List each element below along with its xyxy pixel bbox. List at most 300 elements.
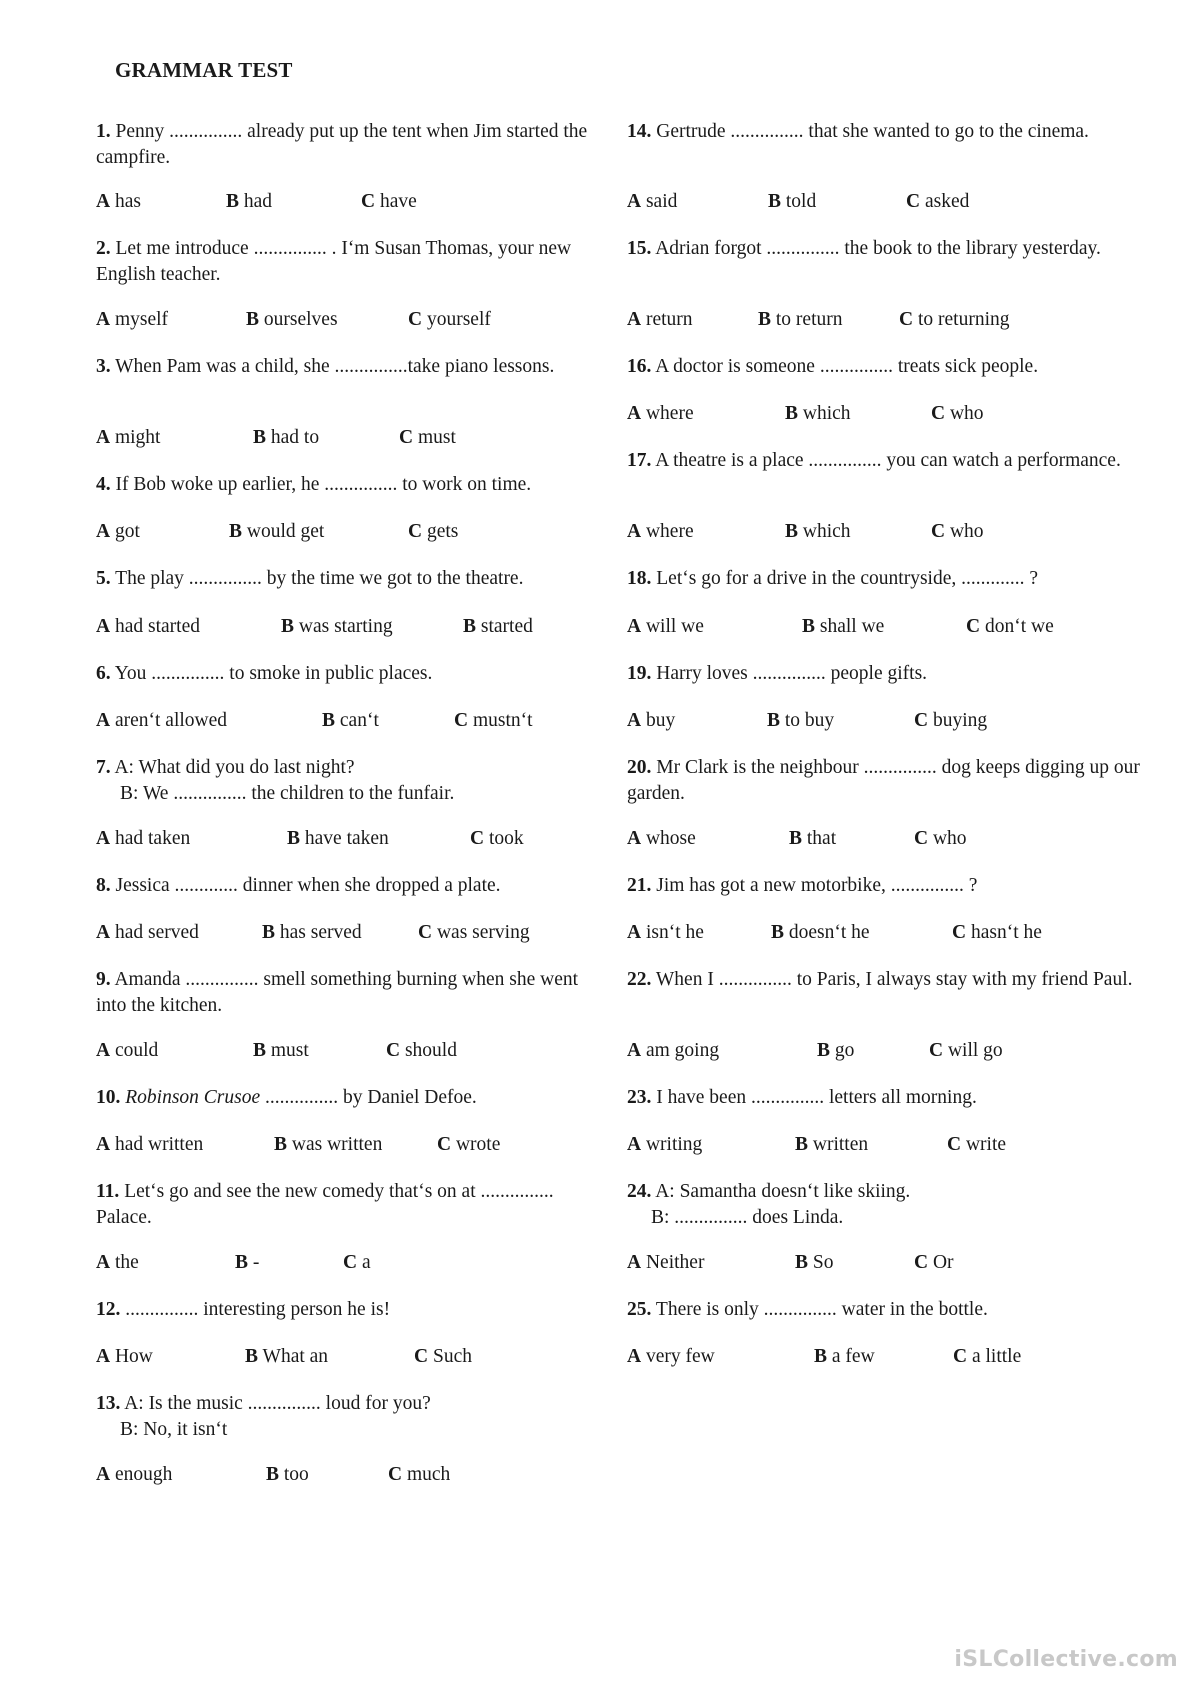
question-title-italic: Robinson Crusoe [125, 1087, 261, 1108]
option-letter: C [914, 828, 929, 849]
answer-option[interactable] [906, 189, 969, 215]
answer-options [627, 307, 1167, 333]
question-number: 14. [627, 121, 652, 142]
question-6 [96, 661, 606, 687]
option-text: where [645, 521, 694, 542]
option-text: to buy [784, 710, 835, 731]
answer-option[interactable] [96, 1038, 158, 1064]
option-letter: C [414, 1346, 429, 1367]
option-text: which [802, 521, 851, 542]
option-letter: A [96, 828, 111, 849]
answer-option[interactable] [96, 1462, 172, 1488]
option-text: isn‘t he [645, 922, 704, 943]
answer-option[interactable] [470, 826, 524, 852]
option-letter: B [789, 828, 803, 849]
option-text: a little [971, 1346, 1022, 1367]
answer-option[interactable] [627, 708, 675, 734]
option-letter: C [408, 521, 423, 542]
option-letter: B [229, 521, 243, 542]
option-text: was serving [436, 922, 530, 943]
question-text: Let me introduce ............... . I‘m Susan Thomas, your new English teacher. [96, 238, 572, 285]
watermark: iSLCollective.com [954, 1647, 1178, 1672]
option-text: mustn‘t [472, 710, 533, 731]
answer-option[interactable] [388, 1462, 450, 1488]
question-text: ............... by Daniel Defoe. [260, 1087, 477, 1108]
option-text: has served [279, 922, 362, 943]
option-letter: A [96, 1464, 111, 1485]
option-letter: A [627, 828, 642, 849]
question-text: If Bob woke up earlier, he ............... to work on time. [115, 474, 532, 495]
question-number: 20. [627, 757, 652, 778]
question-number: 13. [96, 1393, 121, 1414]
option-letter: A [96, 1252, 111, 1273]
option-letter: A [96, 922, 111, 943]
question-number: 15. [627, 238, 652, 259]
answer-option[interactable] [795, 1132, 868, 1158]
question-text: ............... interesting person he is! [125, 1299, 391, 1320]
option-text: a [361, 1252, 371, 1273]
question-11 [96, 1179, 606, 1231]
question-number: 23. [627, 1087, 652, 1108]
answer-option[interactable] [245, 1344, 328, 1370]
question-16 [627, 354, 1167, 380]
answer-option[interactable] [785, 401, 851, 427]
option-letter: C [931, 403, 946, 424]
answer-options [627, 614, 1167, 640]
answer-option[interactable] [96, 1132, 203, 1158]
question-dialogue-line: B: No, it isn‘t [120, 1419, 228, 1440]
answer-options [96, 307, 606, 333]
question-number: 8. [96, 875, 111, 896]
option-text: Or [932, 1252, 954, 1273]
option-letter: B [245, 1346, 259, 1367]
option-letter: B [266, 1464, 280, 1485]
answer-option[interactable] [322, 708, 379, 734]
option-letter: C [931, 521, 946, 542]
answer-options [627, 1132, 1167, 1158]
answer-option[interactable] [96, 1250, 139, 1276]
question-8 [96, 873, 606, 899]
option-text: might [114, 427, 161, 448]
answer-option[interactable] [771, 920, 870, 946]
answer-option[interactable] [814, 1344, 875, 1370]
option-text: a few [831, 1346, 875, 1367]
option-text: go [834, 1040, 855, 1061]
answer-option[interactable] [408, 307, 491, 333]
answer-option[interactable] [627, 1038, 719, 1064]
answer-option[interactable] [767, 708, 834, 734]
question-text: Harry loves ............... people gifts. [656, 663, 928, 684]
question-number: 1. [96, 121, 111, 142]
option-text: started [480, 616, 533, 637]
answer-option[interactable] [399, 425, 456, 451]
option-letter: B [274, 1134, 288, 1155]
option-text: shall we [819, 616, 885, 637]
answer-option[interactable] [96, 614, 200, 640]
option-text: aren‘t allowed [114, 710, 228, 731]
question-number: 3. [96, 356, 111, 377]
question-9 [96, 967, 606, 1019]
answer-option[interactable] [253, 1038, 309, 1064]
option-text: Such [432, 1346, 472, 1367]
question-text: Let‘s go and see the new comedy that‘s on at ............... Palace. [96, 1181, 554, 1228]
option-text: gets [426, 521, 459, 542]
answer-options [627, 401, 1167, 427]
answer-option[interactable] [953, 1344, 1021, 1370]
question-text: Gertrude ............... that she wanted to go to the cinema. [656, 121, 1089, 142]
option-text: return [645, 309, 693, 330]
option-text: too [283, 1464, 309, 1485]
option-text: had [243, 191, 273, 212]
question-20 [627, 755, 1167, 807]
option-letter: B [322, 710, 336, 731]
option-letter: B [253, 1040, 267, 1061]
question-number: 16. [627, 356, 652, 377]
option-letter: C [408, 309, 423, 330]
answer-option[interactable] [627, 614, 704, 640]
option-text: must [417, 427, 456, 448]
option-letter: C [418, 922, 433, 943]
answer-options [96, 1132, 606, 1158]
answer-option[interactable] [235, 1250, 259, 1276]
option-text: told [785, 191, 817, 212]
question-text: A theatre is a place ............... you can watch a performance. [655, 450, 1121, 471]
question-text: Amanda ............... smell something burning when she went into the kitchen. [96, 969, 579, 1016]
answer-option[interactable] [96, 920, 199, 946]
option-letter: C [952, 922, 967, 943]
question-number: 18. [627, 568, 652, 589]
option-text: write [965, 1134, 1007, 1155]
answer-option[interactable] [899, 307, 1010, 333]
question-dialogue-line: B: ............... does Linda. [651, 1207, 844, 1228]
answer-option[interactable] [454, 708, 533, 734]
answer-option[interactable] [437, 1132, 500, 1158]
option-text: to returning [917, 309, 1010, 330]
answer-option[interactable] [226, 189, 272, 215]
option-letter: A [96, 616, 111, 637]
question-number: 10. [96, 1087, 121, 1108]
option-letter: A [96, 1040, 111, 1061]
option-text: asked [924, 191, 970, 212]
option-letter: C [343, 1252, 358, 1273]
question-number: 21. [627, 875, 652, 896]
option-letter: B [287, 828, 301, 849]
option-letter: B [814, 1346, 828, 1367]
option-letter: A [627, 922, 642, 943]
option-text: - [252, 1252, 260, 1273]
answer-option[interactable] [253, 425, 319, 451]
option-text: where [645, 403, 694, 424]
option-text: What an [262, 1346, 329, 1367]
answer-option[interactable] [914, 826, 967, 852]
option-text: would get [246, 521, 325, 542]
option-letter: B [235, 1252, 249, 1273]
option-text: can‘t [339, 710, 379, 731]
question-number: 19. [627, 663, 652, 684]
option-text: had served [114, 922, 199, 943]
option-text: whose [645, 828, 696, 849]
option-letter: A [627, 1346, 642, 1367]
option-letter: B [758, 309, 772, 330]
answer-option[interactable] [287, 826, 389, 852]
question-3 [96, 354, 606, 380]
answer-options [627, 708, 1167, 734]
option-letter: A [627, 1252, 642, 1273]
question-text: When I ............... to Paris, I always stay with my friend Paul. [655, 969, 1133, 990]
question-2 [96, 236, 606, 288]
option-letter: C [906, 191, 921, 212]
option-letter: B [246, 309, 260, 330]
option-letter: A [627, 403, 642, 424]
answer-option[interactable] [627, 826, 696, 852]
answer-option[interactable] [96, 189, 141, 215]
question-text: The play ............... by the time we got to the theatre. [115, 568, 524, 589]
answer-option[interactable] [758, 307, 843, 333]
option-text: am going [645, 1040, 720, 1061]
option-text: who [949, 521, 984, 542]
option-text: So [812, 1252, 834, 1273]
option-text: have [379, 191, 417, 212]
option-text: was starting [298, 616, 393, 637]
answer-option[interactable] [627, 189, 677, 215]
question-22 [627, 967, 1167, 993]
option-letter: C [454, 710, 469, 731]
question-text: Mr Clark is the neighbour ............... dog keeps digging up our garden. [627, 757, 1140, 804]
option-text: wrote [455, 1134, 501, 1155]
answer-option[interactable] [229, 519, 324, 545]
answer-option[interactable] [627, 920, 704, 946]
question-text: I have been ............... letters all morning. [656, 1087, 977, 1108]
option-letter: C [437, 1134, 452, 1155]
question-text: When Pam was a child, she ...............take piano lessons. [115, 356, 555, 377]
answer-option[interactable] [96, 826, 190, 852]
answer-option[interactable] [789, 826, 836, 852]
question-10 [96, 1085, 606, 1111]
question-number: 11. [96, 1181, 120, 1202]
question-15 [627, 236, 1167, 262]
option-letter: C [914, 1252, 929, 1273]
question-14 [627, 119, 1167, 145]
answer-options [96, 708, 606, 734]
answer-option[interactable] [627, 401, 694, 427]
option-text: hasn‘t he [970, 922, 1042, 943]
option-text: buy [645, 710, 676, 731]
option-letter: B [262, 922, 276, 943]
option-text: which [802, 403, 851, 424]
answer-option[interactable] [463, 614, 533, 640]
answer-option[interactable] [96, 425, 160, 451]
answer-option[interactable] [627, 307, 693, 333]
option-text: had started [114, 616, 200, 637]
answer-option[interactable] [929, 1038, 1003, 1064]
option-letter: B [226, 191, 240, 212]
option-letter: C [361, 191, 376, 212]
option-letter: A [96, 1346, 111, 1367]
answer-options [96, 826, 606, 852]
answer-option[interactable] [266, 1462, 309, 1488]
question-text: Adrian forgot ............... the book to the library yesterday. [655, 238, 1101, 259]
question-number: 2. [96, 238, 111, 259]
option-letter: A [627, 191, 642, 212]
option-text: much [406, 1464, 451, 1485]
answer-option[interactable] [802, 614, 884, 640]
answer-option[interactable] [914, 708, 987, 734]
answer-option[interactable] [96, 1344, 153, 1370]
option-letter: A [627, 309, 642, 330]
question-dialogue-line: B: We ............... the children to the funfair. [120, 783, 455, 804]
answer-option[interactable] [627, 1132, 702, 1158]
answer-options [627, 826, 1167, 852]
option-text: enough [114, 1464, 173, 1485]
answer-option[interactable] [966, 614, 1054, 640]
answer-option[interactable] [914, 1250, 954, 1276]
option-letter: B [795, 1252, 809, 1273]
option-letter: B [785, 403, 799, 424]
option-text: to return [775, 309, 843, 330]
option-text: should [404, 1040, 457, 1061]
option-letter: A [627, 710, 642, 731]
option-text: yourself [426, 309, 491, 330]
option-letter: A [627, 616, 642, 637]
option-text: had written [114, 1134, 204, 1155]
answer-option[interactable] [246, 307, 338, 333]
option-text: will we [645, 616, 704, 637]
question-text: You ............... to smoke in public places. [114, 663, 433, 684]
question-17 [627, 448, 1167, 474]
option-letter: A [96, 191, 111, 212]
question-text: A: Is the music ............... loud for you? [124, 1393, 431, 1414]
answer-option[interactable] [418, 920, 530, 946]
option-letter: B [771, 922, 785, 943]
answer-option[interactable] [931, 401, 984, 427]
option-text: writing [645, 1134, 703, 1155]
option-letter: A [96, 309, 111, 330]
question-number: 9. [96, 969, 111, 990]
option-text: has [114, 191, 141, 212]
question-number: 17. [627, 450, 652, 471]
question-text: Jessica ............. dinner when she dropped a plate. [115, 875, 501, 896]
answer-options [96, 1344, 606, 1370]
question-text: A: Samantha doesn‘t like skiing. [655, 1181, 911, 1202]
option-letter: C [899, 309, 914, 330]
option-text: said [645, 191, 678, 212]
option-letter: A [96, 1134, 111, 1155]
answer-option[interactable] [795, 1250, 834, 1276]
answer-options [627, 1250, 1167, 1276]
answer-option[interactable] [96, 519, 140, 545]
answer-option[interactable] [262, 920, 362, 946]
answer-option[interactable] [96, 708, 227, 734]
answer-option[interactable] [414, 1344, 472, 1370]
question-23 [627, 1085, 1167, 1111]
option-letter: B [795, 1134, 809, 1155]
option-text: got [114, 521, 140, 542]
answer-options [627, 519, 1167, 545]
answer-option[interactable] [785, 519, 851, 545]
option-text: who [949, 403, 984, 424]
option-text: ourselves [263, 309, 338, 330]
question-21 [627, 873, 1167, 899]
answer-options [627, 1038, 1167, 1064]
answer-option[interactable] [96, 307, 168, 333]
question-1 [96, 119, 606, 171]
option-text: the [114, 1252, 139, 1273]
question-number: 12. [96, 1299, 121, 1320]
option-letter: B [802, 616, 816, 637]
answer-options [96, 425, 606, 451]
option-text: must [270, 1040, 309, 1061]
question-12 [96, 1297, 606, 1323]
answer-option[interactable] [386, 1038, 457, 1064]
answer-option[interactable] [627, 1344, 715, 1370]
option-letter: B [817, 1040, 831, 1061]
option-text: that [806, 828, 837, 849]
answer-options [96, 614, 606, 640]
answer-options [627, 189, 1167, 215]
option-text: myself [114, 309, 169, 330]
option-text: How [114, 1346, 153, 1367]
question-25 [627, 1297, 1167, 1323]
option-letter: B [767, 710, 781, 731]
page-title: GRAMMAR TEST [115, 58, 293, 82]
answer-option[interactable] [274, 1132, 382, 1158]
question-number: 24. [627, 1181, 652, 1202]
option-letter: C [929, 1040, 944, 1061]
option-text: was written [291, 1134, 383, 1155]
answer-option[interactable] [361, 189, 417, 215]
answer-option[interactable] [627, 1250, 704, 1276]
option-letter: C [386, 1040, 401, 1061]
question-text: Let‘s go for a drive in the countryside, ............. ? [656, 568, 1039, 589]
question-24 [627, 1179, 1167, 1231]
question-text: There is only ............... water in the bottle. [655, 1299, 988, 1320]
option-letter: A [627, 521, 642, 542]
answer-option[interactable] [817, 1038, 854, 1064]
option-text: doesn‘t he [788, 922, 870, 943]
option-letter: C [388, 1464, 403, 1485]
option-text: have taken [304, 828, 389, 849]
question-number: 5. [96, 568, 111, 589]
answer-option[interactable] [281, 614, 393, 640]
question-number: 7. [96, 757, 111, 778]
answer-option[interactable] [931, 519, 984, 545]
question-text: A doctor is someone ............... treats sick people. [655, 356, 1039, 377]
answer-option[interactable] [952, 920, 1042, 946]
question-number: 4. [96, 474, 111, 495]
option-letter: C [966, 616, 981, 637]
answer-option[interactable] [947, 1132, 1006, 1158]
question-4 [96, 472, 606, 498]
option-text: don‘t we [984, 616, 1054, 637]
question-text: Jim has got a new motorbike, ............... ? [656, 875, 978, 896]
option-letter: B [281, 616, 295, 637]
question-19 [627, 661, 1167, 687]
answer-option[interactable] [343, 1250, 371, 1276]
answer-option[interactable] [768, 189, 816, 215]
option-letter: C [470, 828, 485, 849]
option-letter: B [253, 427, 267, 448]
question-number: 25. [627, 1299, 652, 1320]
answer-options [96, 189, 606, 215]
option-letter: C [953, 1346, 968, 1367]
option-letter: A [96, 521, 111, 542]
option-letter: A [96, 710, 111, 731]
option-letter: C [399, 427, 414, 448]
answer-options [627, 1344, 1167, 1370]
option-text: took [488, 828, 524, 849]
answer-option[interactable] [627, 519, 694, 545]
answer-option[interactable] [408, 519, 458, 545]
